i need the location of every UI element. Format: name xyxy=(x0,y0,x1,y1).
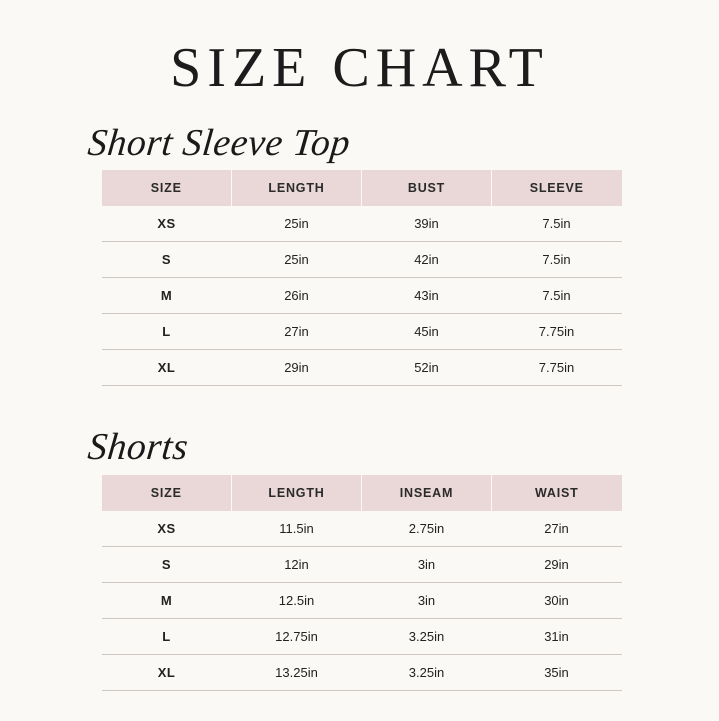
cell-bust: 43in xyxy=(362,278,492,314)
cell-size: L xyxy=(102,314,232,350)
column-header-length: LENGTH xyxy=(232,475,362,512)
cell-length: 12.75in xyxy=(232,619,362,655)
column-header-size: SIZE xyxy=(102,170,232,207)
cell-length: 29in xyxy=(232,350,362,386)
cell-bust: 52in xyxy=(362,350,492,386)
table-header-row xyxy=(102,170,622,207)
section-heading-short-sleeve-top: Short Sleeve Top xyxy=(85,121,352,164)
cell-waist: 30in xyxy=(492,583,622,619)
table-row xyxy=(102,511,622,547)
cell-inseam: 3.25in xyxy=(362,655,492,691)
column-header-size: SIZE xyxy=(102,475,232,512)
section-short-sleeve-top xyxy=(85,121,630,387)
cell-inseam: 3.25in xyxy=(362,619,492,655)
cell-waist: 29in xyxy=(492,547,622,583)
column-header-bust: BUST xyxy=(362,170,492,207)
cell-inseam: 3in xyxy=(362,583,492,619)
cell-waist: 31in xyxy=(492,619,622,655)
cell-waist: 27in xyxy=(492,511,622,547)
cell-bust: 39in xyxy=(362,206,492,242)
cell-sleeve: 7.5in xyxy=(492,278,622,314)
cell-size: S xyxy=(102,242,232,278)
table-row xyxy=(102,278,622,314)
cell-length: 26in xyxy=(232,278,362,314)
cell-length: 13.25in xyxy=(232,655,362,691)
cell-sleeve: 7.75in xyxy=(492,314,622,350)
cell-size: S xyxy=(102,547,232,583)
cell-bust: 42in xyxy=(362,242,492,278)
cell-size: L xyxy=(102,619,232,655)
page-title: SIZE CHART xyxy=(170,37,549,99)
cell-size: M xyxy=(102,278,232,314)
cell-sleeve: 7.75in xyxy=(492,350,622,386)
cell-waist: 35in xyxy=(492,655,622,691)
cell-size: M xyxy=(102,583,232,619)
cell-inseam: 2.75in xyxy=(362,511,492,547)
table-row xyxy=(102,314,622,350)
table-row xyxy=(102,547,622,583)
table-row xyxy=(102,583,622,619)
cell-length: 25in xyxy=(232,242,362,278)
table-row xyxy=(102,242,622,278)
cell-length: 25in xyxy=(232,206,362,242)
column-header-inseam: INSEAM xyxy=(362,475,492,512)
cell-length: 12.5in xyxy=(232,583,362,619)
section-shorts xyxy=(85,426,630,691)
cell-size: XS xyxy=(102,206,232,242)
table-header-row xyxy=(102,475,622,512)
table-row xyxy=(102,619,622,655)
cell-size: XS xyxy=(102,511,232,547)
size-table-shorts xyxy=(102,474,622,691)
column-header-sleeve: SLEEVE xyxy=(492,170,622,207)
column-header-waist: WAIST xyxy=(492,475,622,512)
cell-size: XL xyxy=(102,655,232,691)
cell-inseam: 3in xyxy=(362,547,492,583)
cell-sleeve: 7.5in xyxy=(492,206,622,242)
cell-length: 12in xyxy=(232,547,362,583)
table-row xyxy=(102,655,622,691)
column-header-length: LENGTH xyxy=(232,170,362,207)
cell-length: 11.5in xyxy=(232,511,362,547)
cell-size: XL xyxy=(102,350,232,386)
table-row xyxy=(102,206,622,242)
cell-length: 27in xyxy=(232,314,362,350)
table-row xyxy=(102,350,622,386)
section-heading-shorts: Shorts xyxy=(85,426,190,469)
size-table-short-sleeve-top xyxy=(102,169,622,386)
cell-sleeve: 7.5in xyxy=(492,242,622,278)
cell-bust: 45in xyxy=(362,314,492,350)
